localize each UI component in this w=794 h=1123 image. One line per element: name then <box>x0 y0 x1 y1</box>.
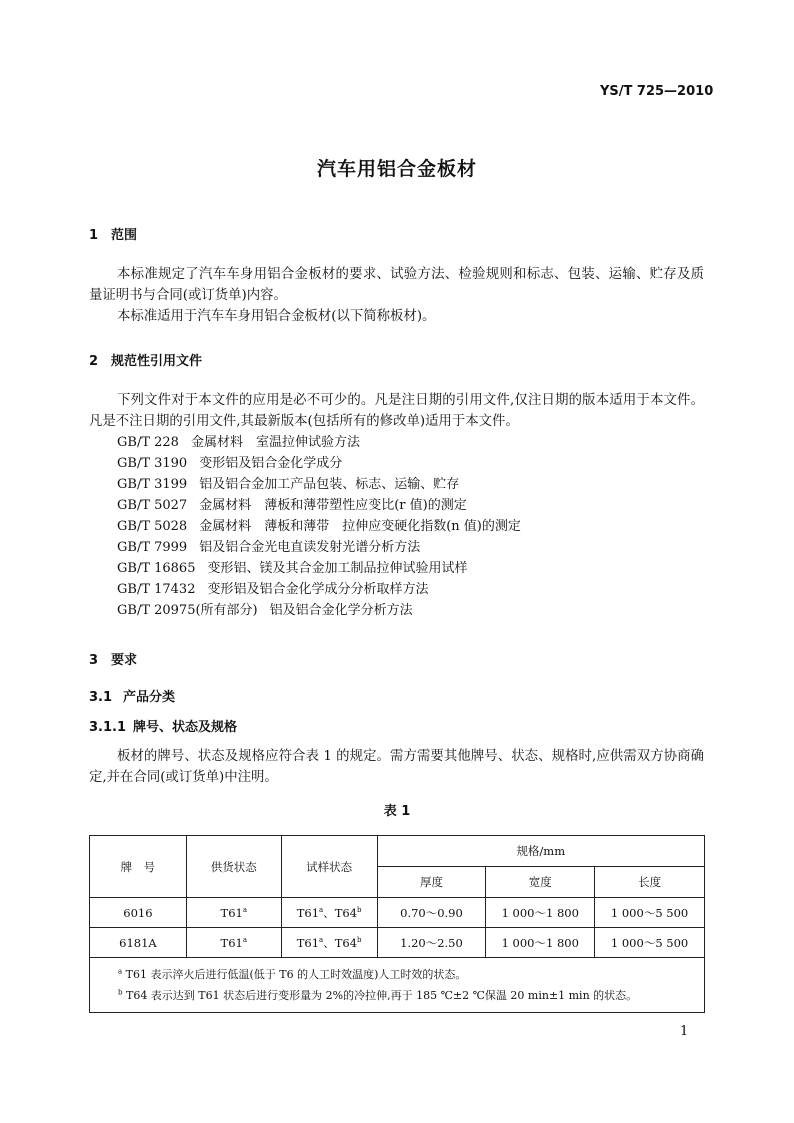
standard-code: YS/T 725—2010 <box>600 84 714 99</box>
table-notes <box>90 958 705 1013</box>
section-number: 1 <box>89 228 99 243</box>
reference-code: GB/T 5027 <box>117 498 188 513</box>
cell-length: 1 000～5 500 <box>595 898 705 928</box>
reference-code: GB/T 228 <box>117 435 179 450</box>
spec-table <box>89 835 705 1013</box>
subsection-title: 产品分类 <box>123 690 176 705</box>
reference-code: GB/T 3190 <box>117 456 188 471</box>
reference-title: 变形铝及铝合金化学成分分析取样方法 <box>207 582 429 597</box>
reference-code: GB/T 3199 <box>117 477 188 492</box>
cell-thickness: 1.20～2.50 <box>377 928 486 958</box>
section-1-paragraph-1: 本标准规定了汽车车身用铝合金板材的要求、试验方法、检验规则和标志、包装、运输、贮存及质量证明书与合同(或订货单)内容。 <box>89 267 704 303</box>
reference-title: 铝及铝合金光电直读发射光谱分析方法 <box>199 540 421 555</box>
reference-title: 金属材料 薄板和薄带 拉伸应变硬化指数(n 值)的测定 <box>199 519 521 534</box>
section-2-heading <box>89 350 202 369</box>
section-1-heading <box>89 224 137 243</box>
table-note: $^a$ T61 表示淬火后进行低温(低于 T6 的人工时效温度)人工时效的状态。 <box>118 967 467 981</box>
section-title: 范围 <box>111 228 138 243</box>
cell-sample-temper: T61$^a$、T64$^b$ <box>281 898 377 928</box>
section-1-paragraph-2: 本标准适用于汽车车身用铝合金板材(以下简称板材)。 <box>117 309 436 324</box>
section-2-intro: 下列文件对于本文件的应用是必不可少的。凡是注日期的引用文件,仅注日期的版本适用于本文件。凡是不注日期的引用文件,其最新版本(包括所有的修改单)适用于本文件。 <box>89 393 704 429</box>
reference-item <box>117 600 413 621</box>
reference-title: 变形铝及铝合金化学成分 <box>199 456 343 471</box>
reference-title: 铝及铝合金化学分析方法 <box>269 603 413 618</box>
cell-supply-temper: T61$^a$ <box>186 928 281 958</box>
reference-code: GB/T 17432 <box>117 582 196 597</box>
subsection-3-1-1-heading <box>89 716 237 735</box>
cell-width: 1 000～1 800 <box>486 928 595 958</box>
reference-item <box>117 453 342 474</box>
reference-title: 金属材料 薄板和薄带塑性应变比(r 值)的测定 <box>199 498 467 513</box>
reference-code: GB/T 20975(所有部分) <box>117 603 258 618</box>
header-length: 长度 <box>595 867 705 898</box>
cell-width: 1 000～1 800 <box>486 898 595 928</box>
reference-title: 铝及铝合金加工产品包装、标志、运输、贮存 <box>199 477 460 492</box>
section-number: 3 <box>89 653 99 668</box>
reference-title: 金属材料 室温拉伸试验方法 <box>190 435 360 450</box>
reference-code: GB/T 5028 <box>117 519 188 534</box>
table-note: $^b$ T64 表示达到 T61 状态后进行变形量为 2%的冷拉伸,再于 185 ℃±2 ℃保温 20 min±1 min 的状态。 <box>118 988 638 1002</box>
subsection-number: 3.1.1 <box>89 720 127 735</box>
cell-grade: 6016 <box>90 898 187 928</box>
header-sample-temper: 试样状态 <box>281 836 377 898</box>
reference-item <box>117 495 467 516</box>
section-number: 2 <box>89 354 99 369</box>
cell-grade: 6181A <box>90 928 187 958</box>
header-spec: 规格/mm <box>377 836 704 867</box>
cell-thickness: 0.70～0.90 <box>377 898 486 928</box>
cell-sample-temper: T61$^a$、T64$^b$ <box>281 928 377 958</box>
subsection-number: 3.1 <box>89 690 113 705</box>
reference-item <box>117 432 360 453</box>
header-grade: 牌 号 <box>90 836 187 898</box>
document-title: 汽车用铝合金板材 <box>316 158 477 180</box>
header-width: 宽度 <box>486 867 595 898</box>
header-thickness: 厚度 <box>377 867 486 898</box>
reference-item <box>117 516 521 537</box>
section-title: 要求 <box>111 653 138 668</box>
section-title: 规范性引用文件 <box>111 354 203 369</box>
reference-item <box>117 537 420 558</box>
table-row <box>90 928 705 958</box>
cell-length: 1 000～5 500 <box>595 928 705 958</box>
table-caption: 表 1 <box>383 804 411 819</box>
subsection-3-1-heading <box>89 686 175 705</box>
reference-title: 变形铝、镁及其合金加工制品拉伸试验用试样 <box>207 561 468 576</box>
reference-code: GB/T 7999 <box>117 540 188 555</box>
subsection-3-1-1-paragraph: 板材的牌号、状态及规格应符合表 1 的规定。需方需要其他牌号、状态、规格时,应供需双方协商确定,并在合同(或订货单)中注明。 <box>89 749 704 785</box>
subsection-title: 牌号、状态及规格 <box>133 720 238 735</box>
section-3-heading <box>89 649 137 668</box>
reference-item <box>117 579 429 600</box>
cell-supply-temper: T61$^a$ <box>186 898 281 928</box>
table-row <box>90 898 705 928</box>
reference-item <box>117 558 468 579</box>
reference-code: GB/T 16865 <box>117 561 196 576</box>
reference-item <box>117 474 459 495</box>
page-number: 1 <box>680 1024 689 1039</box>
header-supply-temper: 供货状态 <box>186 836 281 898</box>
